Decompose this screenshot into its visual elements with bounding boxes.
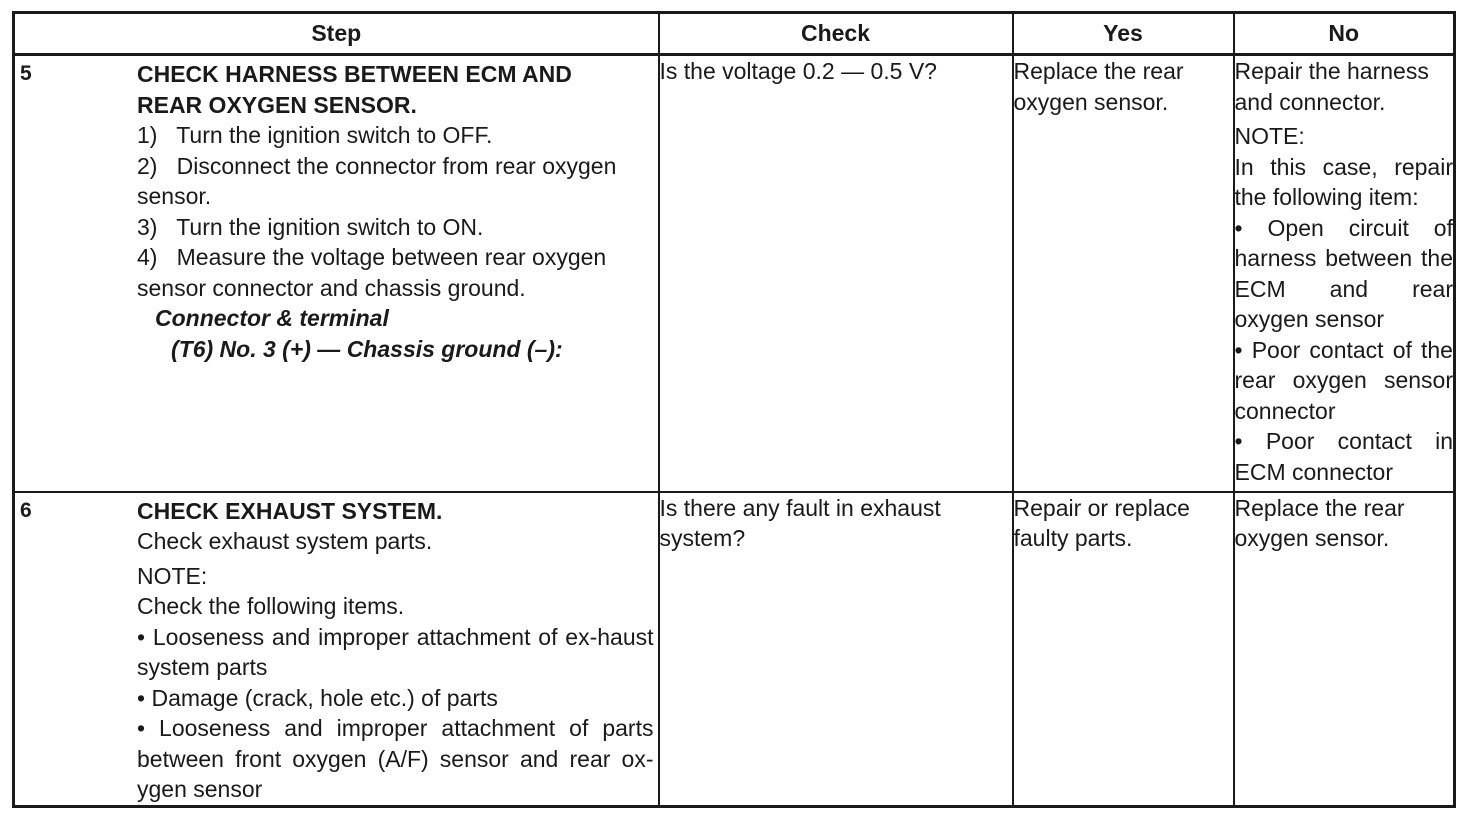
note-label: NOTE: bbox=[1234, 123, 1305, 149]
diagnostic-table bbox=[12, 11, 1456, 808]
instruction-line: Check exhaust system parts. bbox=[137, 528, 433, 554]
no-cell: Replace the rear oxygen sensor. bbox=[1234, 492, 1455, 807]
yes-cell: Repair or replace faulty parts. bbox=[1013, 492, 1234, 807]
instruction-line: 4) Measure the voltage between rear oxygen sensor connector and chassis ground. bbox=[137, 244, 607, 301]
instruction-line: 3) Turn the ignition switch to ON. bbox=[137, 213, 484, 240]
step-title-line: CHECK HARNESS BETWEEN ECM AND bbox=[137, 61, 572, 87]
step-number: 5 bbox=[20, 62, 32, 85]
list-item: • Poor contact in ECM connector bbox=[1235, 426, 1454, 487]
step-cell bbox=[14, 492, 659, 807]
connector-label: Connector & terminal bbox=[155, 305, 389, 331]
step-number: 6 bbox=[20, 498, 32, 522]
step-cell bbox=[14, 55, 659, 492]
header-check: Check bbox=[659, 13, 1013, 55]
list-item: • Looseness and improper attachment of parts between front oxygen (A/F) sensor and rear ox-ygen sensor bbox=[137, 713, 654, 805]
step-body bbox=[137, 493, 658, 805]
step-title-line: REAR OXYGEN SENSOR. bbox=[137, 91, 417, 118]
list-item: • Open circuit of harness between the ECM and rear oxygen sensor bbox=[1235, 213, 1454, 335]
list-item: • Damage (crack, hole etc.) of parts bbox=[137, 683, 654, 714]
step-body bbox=[137, 56, 658, 364]
connector-terminal: (T6) No. 3 (+) — Chassis ground (–): bbox=[171, 335, 563, 362]
instruction-line: 2) Disconnect the connector from rear oxygen sensor. bbox=[137, 152, 617, 209]
table-row-step-5 bbox=[14, 55, 1455, 492]
header-yes: Yes bbox=[1013, 13, 1234, 55]
note-text: In this case, repair the following item: bbox=[1234, 153, 1453, 210]
note-label: NOTE: bbox=[137, 562, 208, 589]
header-row bbox=[14, 13, 1455, 55]
check-cell: Is there any fault in exhaust system? bbox=[659, 492, 1013, 807]
yes-cell: Replace the rear oxygen sensor. bbox=[1013, 55, 1234, 492]
list-item: • Looseness and improper attachment of ex-haust system parts bbox=[137, 622, 654, 683]
table-row-step-6 bbox=[14, 492, 1455, 807]
step-title: CHECK EXHAUST SYSTEM. bbox=[137, 497, 443, 524]
header-step: Step bbox=[14, 13, 659, 55]
list-item: • Poor contact of the rear oxygen sensor connector bbox=[1235, 335, 1454, 427]
instruction-line: 1) Turn the ignition switch to OFF. bbox=[137, 122, 493, 148]
no-action: Repair the harness and connector. bbox=[1234, 58, 1429, 115]
check-cell: Is the voltage 0.2 — 0.5 V? bbox=[659, 55, 1013, 492]
note-text: Check the following items. bbox=[137, 593, 405, 619]
no-cell bbox=[1234, 55, 1455, 492]
header-no: No bbox=[1234, 13, 1455, 55]
